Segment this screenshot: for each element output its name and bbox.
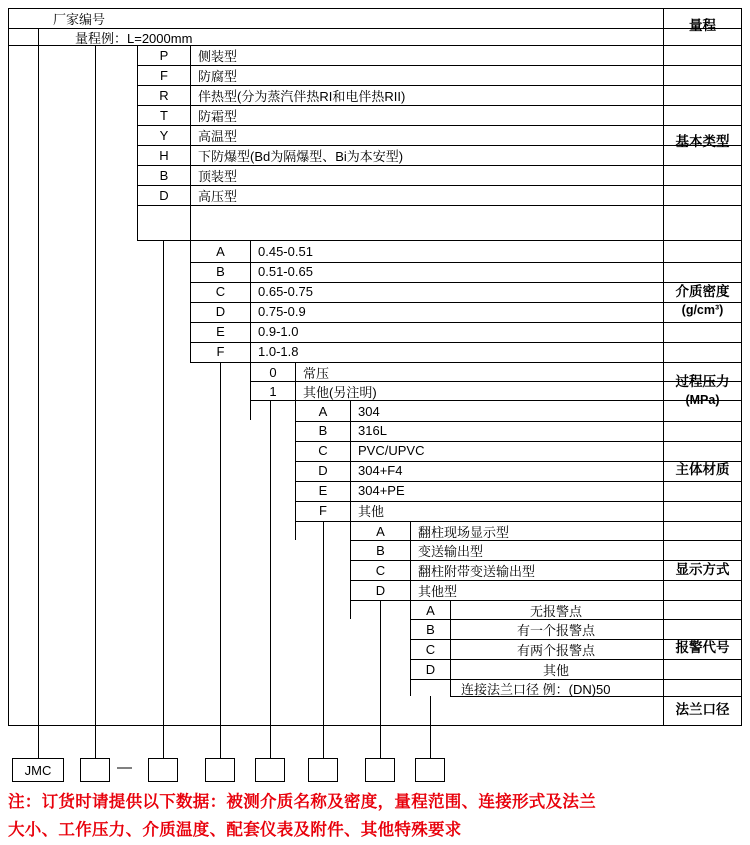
code-box-4[interactable]: [255, 758, 285, 782]
basic-type-desc-4: 高温型: [198, 129, 238, 144]
code-box-2[interactable]: [148, 758, 178, 782]
drop-line-7: [430, 696, 431, 758]
material-desc-1: 316L: [358, 423, 387, 438]
basic-type-code-3: T: [160, 108, 168, 123]
density-code-5: F: [216, 344, 225, 359]
density-desc-5: 1.0-1.8: [258, 344, 299, 359]
category-process-pressure-unit: (MPa): [685, 392, 720, 407]
drop-line-4: [270, 400, 271, 758]
material-desc-5: 其他: [358, 504, 385, 519]
category-flange-size: 法兰口径: [675, 702, 730, 718]
alarm-desc-3: 其他: [542, 663, 569, 678]
display-desc-3: 其他型: [418, 584, 458, 599]
code-box-1[interactable]: [80, 758, 110, 782]
drop-line-0: [38, 28, 39, 758]
order-note-line-1: 注：订货时请提供以下数据：被测介质名称及密度，量程范围、连接形式及法兰: [8, 793, 596, 811]
code-separator-dash: —: [117, 759, 132, 776]
alarm-desc-1: 有一个报警点: [516, 623, 595, 638]
basic-type-desc-1: 防腐型: [198, 69, 238, 84]
code-box-7[interactable]: [415, 758, 445, 782]
density-desc-4: 0.9-1.0: [258, 324, 299, 339]
pressure-desc-1: 其他(另注明): [303, 384, 377, 400]
row-sep-10: [137, 205, 742, 206]
material-desc-4: 304+PE: [358, 483, 405, 498]
basic-type-code-0: P: [159, 48, 169, 63]
basic-type-desc-7: 高压型: [198, 189, 238, 204]
category-body-material: 主体材质: [675, 461, 730, 477]
basic-type-desc-3: 防霜型: [198, 109, 238, 124]
material-code-5: F: [319, 503, 327, 518]
material-code-1: B: [318, 423, 328, 438]
flange-size-desc: 连接法兰口径 例：(DN)50: [461, 681, 611, 697]
drop-line-6: [380, 600, 381, 758]
code-box-5[interactable]: [308, 758, 338, 782]
material-desc-0: 304: [358, 403, 380, 419]
material-code-3: D: [318, 463, 328, 478]
alarm-code-1: B: [426, 622, 435, 637]
material-code-0: A: [318, 403, 328, 419]
basic-type-desc-2: 伴热型(分为蒸汽伴热RI和电伴热RII): [198, 89, 406, 104]
density-code-1: B: [216, 264, 225, 279]
basic-type-code-4: Y: [159, 128, 169, 143]
material-code-2: C: [318, 443, 328, 458]
drop-line-3: [220, 362, 221, 758]
density-code-4: E: [216, 324, 225, 339]
material-desc-3: 304+F4: [358, 463, 403, 478]
order-note-line-2: 大小、工作压力、介质温度、配套仪表及附件、其他特殊要求: [8, 821, 462, 839]
basic-type-code-1: F: [160, 68, 168, 83]
category-medium-density-text: 介质密度: [675, 284, 730, 300]
basic-type-desc-0: 侧装型: [198, 49, 238, 64]
pressure-code-1: 1: [269, 383, 277, 399]
drop-line-2: [163, 240, 164, 758]
density-code-0: A: [216, 243, 225, 259]
frame-bottom: [8, 725, 742, 726]
display-code-3: D: [375, 583, 386, 598]
display-desc-0: 翻柱现场显示型: [418, 524, 510, 540]
basic-type-code-6: B: [159, 168, 169, 183]
density-desc-0: 0.45-0.51: [258, 243, 313, 259]
category-basic-type: 基本类型: [675, 134, 730, 150]
code-box-6[interactable]: [365, 758, 395, 782]
basic-type-code-2: R: [159, 88, 169, 103]
alarm-desc-2: 有两个报警点: [516, 643, 595, 658]
manufacturer-number-label: 厂家编号: [53, 12, 106, 27]
display-code-0: A: [376, 523, 385, 539]
density-code-3: D: [215, 304, 226, 319]
alarm-code-2: C: [425, 642, 436, 657]
pressure-desc-0: 常压: [303, 365, 330, 381]
density-code-2: C: [215, 284, 226, 299]
display-code-2: C: [375, 563, 386, 578]
material-code-4: E: [318, 483, 328, 498]
pressure-code-0: 0: [269, 364, 277, 380]
category-alarm-code: 报警代号: [675, 639, 730, 655]
alarm-code-0: A: [426, 602, 435, 618]
display-code-1: B: [376, 543, 385, 558]
display-desc-2: 翻柱附带变送输出型: [418, 564, 536, 579]
alarm-code-3: D: [425, 662, 436, 677]
density-desc-1: 0.51-0.65: [258, 264, 313, 279]
code-box-0[interactable]: JMC: [12, 758, 64, 782]
category-range: 量程: [689, 18, 716, 34]
material-desc-2: PVC/UPVC: [358, 443, 425, 458]
basic-type-code-7: D: [159, 188, 169, 203]
basic-type-desc-5: 下防爆型(Bd为隔爆型、Bi为本安型): [198, 149, 404, 164]
basic-type-desc-6: 顶装型: [198, 169, 238, 184]
basic-type-code-5: H: [159, 148, 169, 163]
category-medium-density: [664, 240, 741, 362]
code-box-3[interactable]: [205, 758, 235, 782]
drop-line-1: [95, 45, 96, 758]
category-display-mode: 显示方式: [675, 561, 730, 577]
density-desc-2: 0.65-0.75: [258, 284, 313, 299]
alarm-desc-0: 无报警点: [529, 603, 582, 619]
range-example-label: 量程例：L=2000mm: [75, 30, 193, 46]
density-desc-3: 0.75-0.9: [258, 304, 306, 319]
display-desc-1: 变送输出型: [418, 544, 484, 559]
drop-line-5: [323, 521, 324, 758]
category-medium-density-unit: (g/cm³): [681, 302, 724, 317]
category-process-pressure-text: 过程压力: [675, 374, 730, 390]
frame-right: [741, 8, 742, 725]
frame-left: [8, 8, 9, 725]
